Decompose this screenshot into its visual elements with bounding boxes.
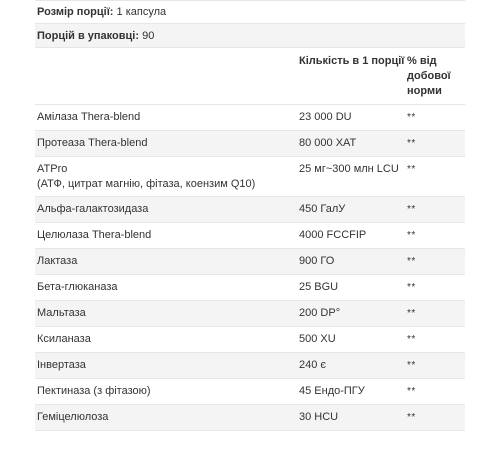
ingredient-amount: 25 мг~300 млн LCU — [299, 163, 399, 175]
supplement-facts-table — [35, 0, 465, 431]
ingredient-daily-value: ** — [407, 164, 416, 175]
ingredient-amount: 45 Ендо-ПГУ — [299, 385, 365, 397]
ingredient-amount: 30 HCU — [299, 411, 339, 423]
ingredient-name: Лактаза — [37, 255, 78, 267]
ingredient-amount: 80 000 ХАТ — [299, 137, 357, 149]
header-daily-value: % від добової норми — [407, 55, 451, 97]
servings-per-pack-value: 90 — [142, 29, 155, 42]
ingredient-amount: 23 000 DU — [299, 111, 352, 123]
serving-size — [37, 6, 166, 18]
ingredient-name: Протеаза Thera-blend — [37, 137, 148, 149]
table-row — [35, 157, 465, 197]
table-row — [35, 327, 465, 353]
servings-per-pack-label: Порцій в упаковці: — [37, 29, 140, 42]
ingredient-amount: 200 DP° — [299, 307, 341, 319]
ingredient-name: Пектиназа (з фітазою) — [37, 385, 151, 397]
ingredient-amount: 4000 FCCFIP — [299, 229, 367, 241]
servings-per-pack-row — [35, 24, 465, 48]
ingredient-name: Целюлаза Thera-blend — [37, 229, 152, 241]
ingredient-amount: 500 XU — [299, 333, 336, 345]
ingredient-daily-value: ** — [407, 204, 416, 215]
ingredient-amount: 900 ГО — [299, 255, 335, 267]
table-row — [35, 275, 465, 301]
ingredient-daily-value: ** — [407, 112, 416, 123]
ingredient-subtext: (АТФ, цитрат магнію, фітаза, коензим Q10) — [37, 178, 256, 190]
ingredient-name-block — [37, 162, 299, 192]
ingredient-name: Амілаза Thera-blend — [37, 111, 141, 123]
serving-size-row — [35, 1, 465, 24]
table-row — [35, 379, 465, 405]
table-row — [35, 353, 465, 379]
ingredient-daily-value: ** — [407, 308, 416, 319]
ingredient-name: Бета-глюканаза — [37, 281, 118, 293]
table-row — [35, 105, 465, 131]
ingredient-daily-value: ** — [407, 386, 416, 397]
ingredient-daily-value: ** — [407, 230, 416, 241]
table-row — [35, 405, 465, 431]
table-row — [35, 249, 465, 275]
table-row — [35, 131, 465, 157]
ingredient-name: Інвертаза — [37, 359, 86, 371]
ingredient-daily-value: ** — [407, 360, 416, 371]
ingredient-amount: 25 BGU — [299, 281, 339, 293]
ingredient-daily-value: ** — [407, 282, 416, 293]
ingredient-name: Альфа-галактозидаза — [37, 203, 149, 215]
ingredient-daily-value: ** — [407, 138, 416, 149]
ingredient-daily-value: ** — [407, 334, 416, 345]
ingredient-name: Мальтаза — [37, 307, 86, 319]
ingredient-amount: 240 є — [299, 359, 327, 371]
table-row — [35, 223, 465, 249]
ingredient-name: ATPro — [37, 163, 68, 175]
ingredient-daily-value: ** — [407, 412, 416, 423]
ingredient-daily-value: ** — [407, 256, 416, 267]
serving-size-label: Розмір порції: — [37, 6, 114, 18]
table-row — [35, 301, 465, 327]
serving-size-value: 1 капсула — [116, 6, 167, 18]
ingredient-name: Геміцелюлоза — [37, 411, 109, 423]
table-header-row — [35, 48, 465, 105]
servings-per-pack — [37, 30, 154, 42]
ingredient-name: Ксиланаза — [37, 333, 91, 345]
table-row — [35, 197, 465, 223]
header-amount: Кількість в 1 порції — [299, 55, 405, 67]
ingredient-amount: 450 ГалУ — [299, 203, 346, 215]
